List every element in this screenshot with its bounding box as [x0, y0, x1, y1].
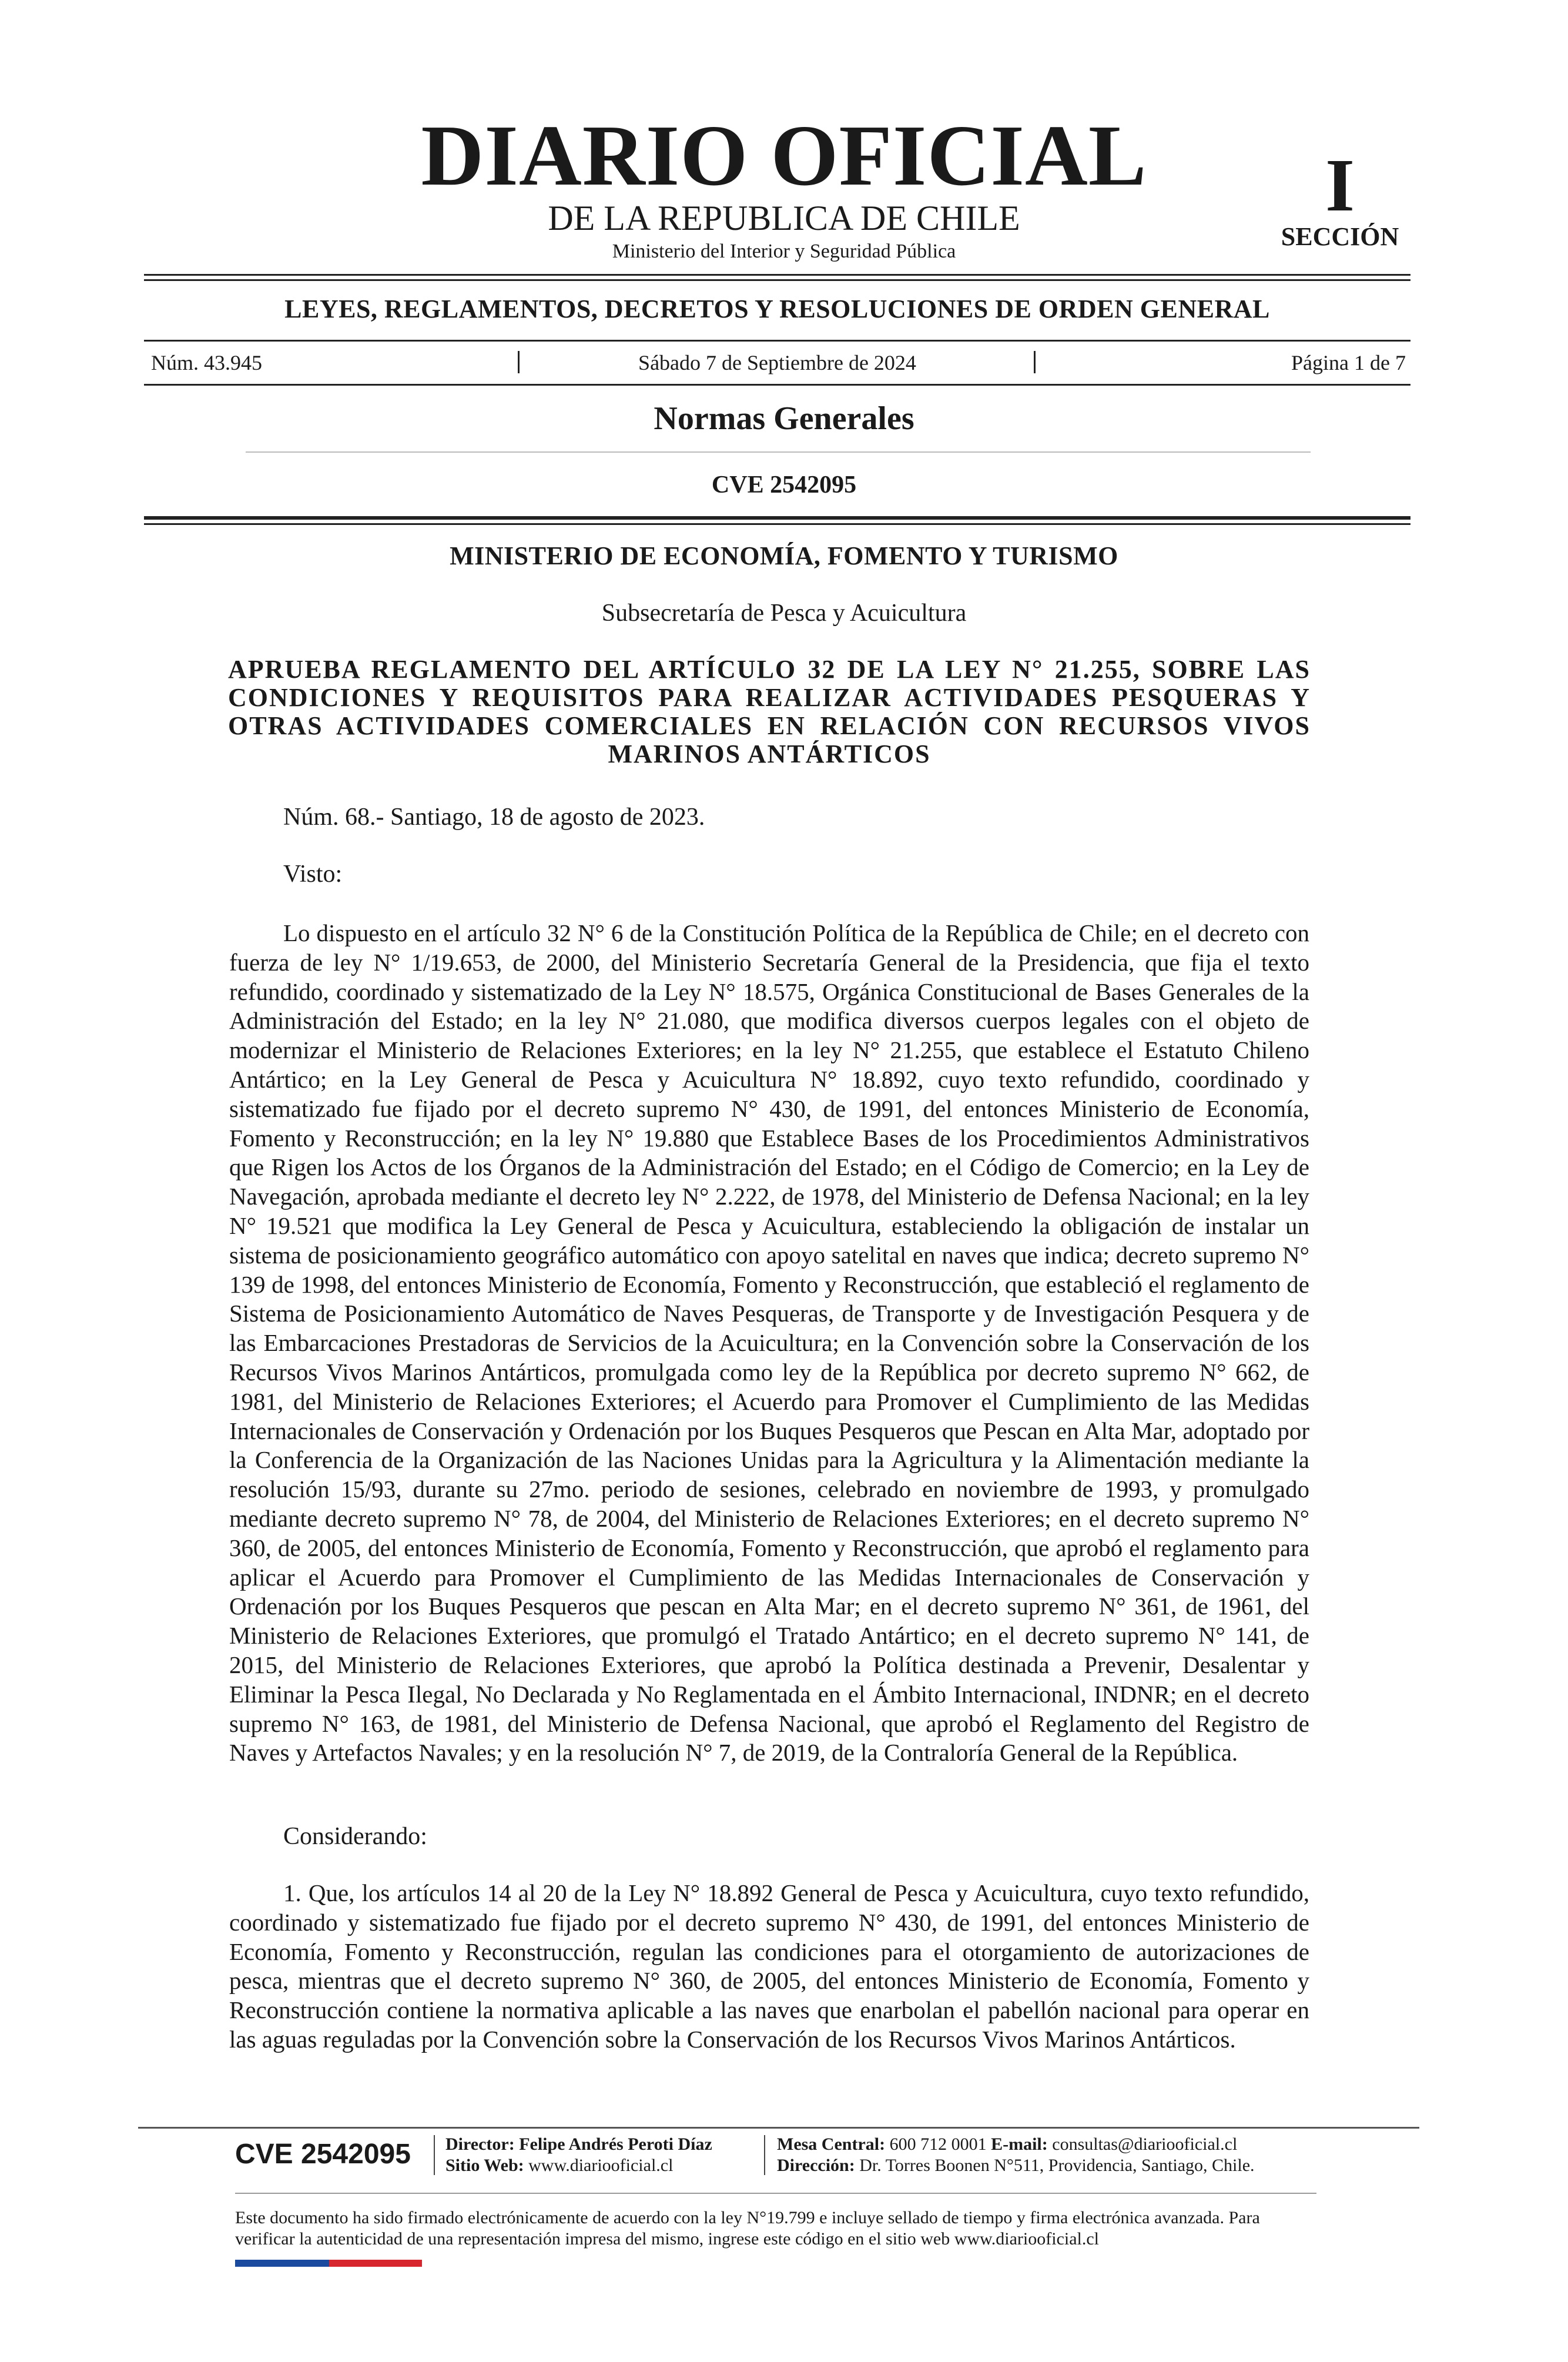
page-number: Página 1 de 7: [1291, 351, 1406, 374]
considerando-paragraph-1: 1. Que, los artículos 14 al 20 de la Ley N° 18.892 General de Pesca y Acuicultura, cuyo texto refundido, coordinado y sistematizado fue fijado por el decreto supremo N° 430, de 1991, del entonces Ministerio de Economía, Fomento y Reconstrucción, regulan las condiciones para el otorgamiento de autorizaciones de pesca, mientras que el decreto supremo N° 360, de 2005, del entonces Ministerio de Economía, Fomento y Reconstrucción contiene la normativa aplicable a las naves que enarbolan el pabellón nacional para operar en las aguas reguladas por la Convención sobre la Conservación de los Recursos Vivos Marinos Antárticos.: [229, 1879, 1309, 2053]
infobar-rule-top: [144, 340, 1410, 342]
laws-heading: LEYES, REGLAMENTOS, DECRETOS Y RESOLUCIONES DE ORDEN GENERAL: [284, 295, 1270, 323]
newspaper-ministry: Ministerio del Interior y Seguridad Pública: [612, 240, 956, 262]
email-link[interactable]: consultas@diariooficial.cl: [1052, 2135, 1238, 2154]
director-label: Director:: [445, 2135, 515, 2154]
address-value: Dr. Torres Boonen N°511, Providencia, Santiago, Chile.: [859, 2156, 1255, 2175]
section-title: Normas Generales: [654, 400, 914, 437]
issue-info-bar: [144, 350, 1410, 379]
decree-title: APRUEBA REGLAMENTO DEL ARTÍCULO 32 DE LA LEY N° 21.255, SOBRE LAS CONDICIONES Y REQUISITOS PARA REALIZAR ACTIVIDADES PESQUERAS Y OTRAS ACTIVIDADES COMERCIALES EN RELACIÓN CON RECURSOS VIVOS MARINOS ANTÁRTICOS: [228, 655, 1311, 768]
decree-number-line: Núm. 68.- Santiago, 18 de agosto de 2023.: [283, 804, 705, 831]
section-label: SECCIÓN: [1281, 222, 1399, 251]
ministry-heading: MINISTERIO DE ECONOMÍA, FOMENTO Y TURISMO: [450, 541, 1118, 570]
newspaper-title: DIARIO OFICIAL: [421, 108, 1147, 204]
footer-note-rule: [235, 2193, 1316, 2194]
visto-heading: Visto:: [283, 861, 343, 888]
footer-rule: [138, 2127, 1419, 2129]
newspaper-subtitle: DE LA REPUBLICA DE CHILE: [548, 199, 1020, 237]
email-label: E-mail:: [991, 2135, 1048, 2154]
footer-director-block: [445, 2134, 712, 2176]
masthead-rule-top: [144, 274, 1410, 276]
website-label: Sitio Web:: [445, 2156, 524, 2175]
website-link[interactable]: www.diariooficial.cl: [528, 2156, 674, 2175]
address-label: Dirección:: [777, 2156, 855, 2175]
issue-date: Sábado 7 de Septiembre de 2024: [638, 351, 916, 374]
footer-signature-note: Este documento ha sido firmado electrónicamente de acuerdo con la ley N°19.799 e incluye sellado de tiempo y firma electrónica avanzada. Para verificar la autenticidad de una representación impresa del mismo, ingrese este código en el sitio web www.diariooficial.cl: [235, 2208, 1260, 2249]
section-divider: [246, 451, 1311, 453]
footer-divider: [764, 2135, 765, 2175]
subsecretaria-heading: Subsecretaría de Pesca y Acuicultura: [601, 600, 967, 627]
director-name: Felipe Andrés Peroti Díaz: [519, 2135, 712, 2154]
footer-contact-block: [777, 2134, 1255, 2176]
issue-number: Núm. 43.945: [151, 351, 262, 374]
infobar-rule-bottom: [144, 384, 1410, 386]
masthead-rule-bottom: [144, 279, 1410, 281]
header-rule-thin: [144, 523, 1410, 525]
cve-code: CVE 2542095: [711, 471, 857, 499]
flag-stripe-blue: [235, 2260, 329, 2267]
divider: [1034, 351, 1036, 373]
footer-cve-code: CVE 2542095: [235, 2139, 411, 2170]
phone-label: Mesa Central:: [777, 2135, 886, 2154]
footer-divider: [434, 2135, 435, 2175]
considerando-heading: Considerando:: [283, 1823, 427, 1850]
visto-paragraph: Lo dispuesto en el artículo 32 N° 6 de la Constitución Política de la República de Chile; en el decreto con fuerza de ley N° 1/19.653, de 2000, del Ministerio Secretaría General de la Presidencia, que fija el texto refundido, coordinado y sistematizado de la Ley N° 18.575, Orgánica Constitucional de Bases Generales de la Administración del Estado; en la ley N° 21.080, que modifica diversos cuerpos legales con el objeto de modernizar el Ministerio de Relaciones Exteriores; en la ley N° 21.255, que establece el Estatuto Chileno Antártico; en la Ley General de Pesca y Acuicultura N° 18.892, cuyo texto refundido, coordinado y sistematizado fue fijado por el decreto supremo N° 430, de 1991, del entonces Ministerio de Economía, Fomento y Reconstrucción; en la ley N° 19.880 que Establece Bases de los Procedimientos Administrativos que Rigen los Actos de los Órganos de la Administración del Estado; en el Código de Comercio; en la Ley de Navegación, aprobada mediante el decreto ley N° 2.222, de 1978, del Ministerio de Defensa Nacional; en la ley N° 19.521 que modifica la Ley General de Pesca y Acuicultura, estableciendo la obligación de instalar un sistema de posicionamiento geográfico automático con apoyo satelital en naves que indica; decreto supremo N° 139 de 1998, del entonces Ministerio de Economía, Fomento y Reconstrucción, que estableció el reglamento de Sistema de Posicionamiento Automático de Naves Pesqueras, de Transporte y de Investigación Pesquera y de las Embarcaciones Prestadoras de Servicios de la Acuicultura; en la Convención sobre la Conservación de los Recursos Vivos Marinos Antárticos, promulgada como ley de la República por decreto supremo N° 662, de 1981, del Ministerio de Relaciones Exteriores; el Acuerdo para Promover el Cumplimiento de las Medidas Internacionales de Conservación y Ordenación por los Buques Pesqueros que Pescan en Alta Mar, adoptado por la Conferencia de la Organización de las Naciones Unidas para la Agricultura y la Alimentación mediante la resolución 15/93, durante su 27mo. periodo de sesiones, celebrado en noviembre de 1993, y promulgado mediante decreto supremo N° 78, de 2004, del Ministerio de Relaciones Exteriores; en el decreto supremo N° 360, de 2005, del entonces Ministerio de Economía, Fomento y Reconstrucción, que aprobó el reglamento para aplicar el Acuerdo para Promover el Cumplimiento de las Medidas Internacionales de Conservación y Ordenación por los Buques Pesqueros que pescan en Alta Mar; en el decreto supremo N° 361, de 1961, del Ministerio de Relaciones Exteriores, que promulgó el Tratado Antártico; en el decreto supremo N° 141, de 2015, del Ministerio de Relaciones Exteriores, que aprobó la Política destinada a Prevenir, Desalentar y Eliminar la Pesca Ilegal, No Declarada y No Reglamentada en el Ámbito Internacional, INDNR; en el decreto supremo N° 163, de 1981, del Ministerio de Defensa Nacional, que aprobó el Reglamento del Registro de Naves y Artefactos Navales; y en la resolución N° 7, de 2019, de la Contraloría General de la República.: [229, 919, 1309, 1767]
section-number: I: [1325, 143, 1355, 227]
phone-number: 600 712 0001: [889, 2135, 987, 2154]
header-rule-thick: [144, 516, 1410, 520]
flag-stripe-red: [329, 2260, 422, 2267]
